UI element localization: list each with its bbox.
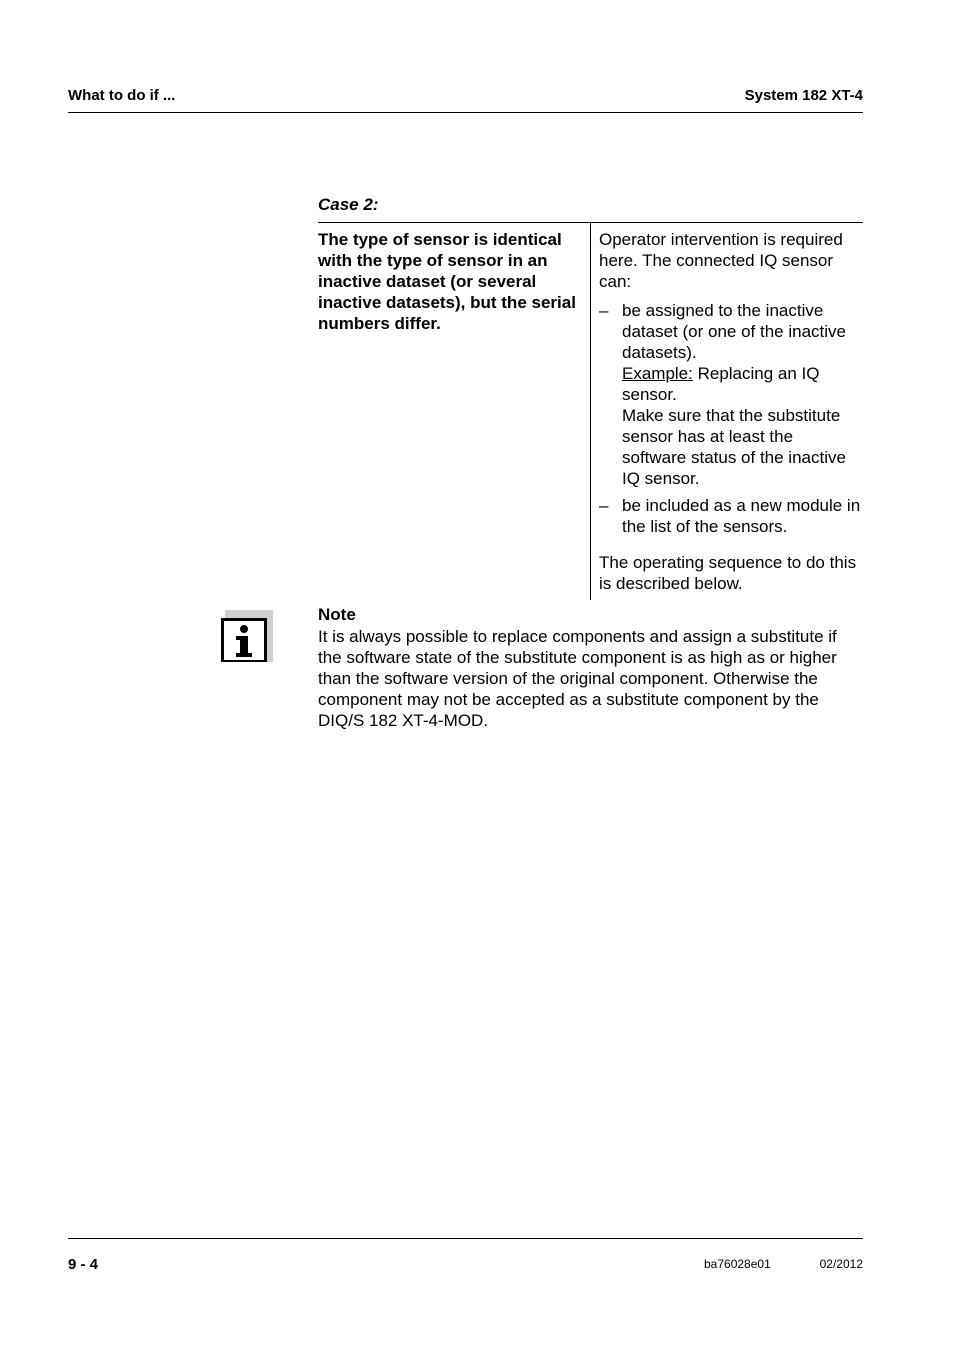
table-column-divider (590, 223, 591, 600)
case-condition: The type of sensor is identical with the type of sensor in an inactive dataset (or several inactive datasets), but the serial numbers differ. (318, 230, 576, 333)
case-title: Case 2: (318, 195, 379, 214)
header-divider (68, 112, 863, 113)
running-header-section: What to do if ... (68, 87, 176, 104)
running-header-product: System 182 XT-4 (744, 87, 863, 104)
action-intro: Operator intervention is required here. The connected IQ sensor can: (599, 230, 843, 291)
note-body: It is always possible to replace components and assign a substitute if the software state of the substitute component is as high as or higher than the software version of the original component. Otherwise the component may not be accepted as a substitute component by the DIQ/S 182 XT-4-MOD. (318, 627, 837, 730)
document-date: 02/2012 (819, 1257, 863, 1271)
action-closing: The operating sequence to do this is described below. (599, 553, 857, 593)
note-title: Note (318, 605, 356, 624)
example-text: Replacing an IQ sensor. (622, 364, 820, 404)
page-number: 9 - 4 (68, 1256, 99, 1273)
option-new-module-text: be included as a new module in the list of the sensors. (622, 496, 861, 536)
info-icon (221, 610, 273, 662)
bullet-dash: – (599, 496, 609, 515)
action-option-new-module (599, 495, 861, 537)
footer-divider (68, 1238, 863, 1239)
bullet-dash: – (599, 301, 609, 320)
option-assign-text: be assigned to the inactive dataset (or one of the inactive datasets). (622, 301, 846, 362)
option-assign-requirement: Make sure that the substitute sensor has at least the software status of the inactive IQ sensor. (622, 406, 846, 488)
document-id: ba76028e01 (704, 1257, 771, 1271)
case-action (599, 229, 861, 594)
action-option-assign (599, 300, 861, 489)
example-label: Example: (622, 364, 693, 383)
